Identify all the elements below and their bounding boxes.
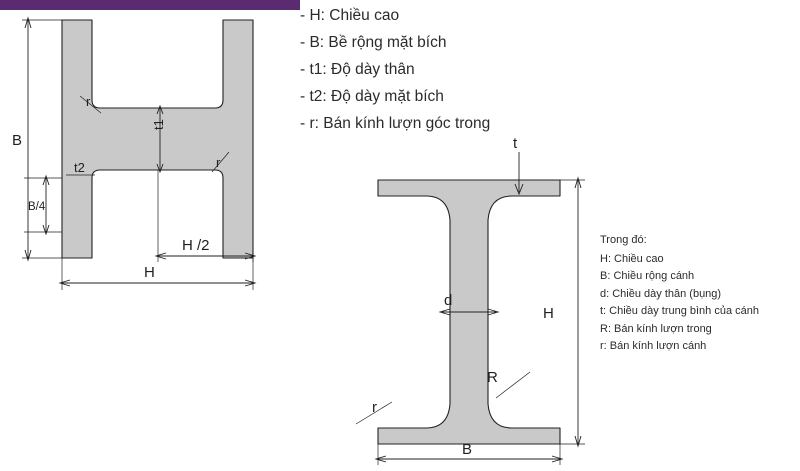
legend-right-item: d: Chiều dày thân (bụng): [600, 287, 722, 300]
i-beam-section: [356, 135, 585, 465]
label-r-i: r: [372, 399, 377, 416]
label-B-right: B: [462, 441, 473, 458]
label-t2: t2: [74, 160, 85, 175]
legend-left-item: - r: Bán kính lượn góc trong: [300, 115, 491, 132]
legend-right-item: R: Bán kính lượn trong: [600, 322, 712, 335]
label-t: t: [513, 135, 518, 152]
label-R-i: R: [487, 369, 498, 386]
label-r-right: r: [216, 155, 221, 170]
label-B-quarter: B/4: [28, 201, 46, 213]
h-beam-outline: [62, 20, 253, 258]
label-H-left: H: [144, 264, 155, 281]
legend-right-item: r: Bán kính lượn cánh: [600, 340, 707, 352]
legend-left-item: - H: Chiều cao: [300, 7, 400, 24]
legend-right-item: B: Chiều rộng cánh: [600, 270, 695, 282]
legend-right-item: t: Chiều dày trung bình của cánh: [600, 305, 759, 317]
legend-left-item: - t1: Độ dày thân: [300, 61, 415, 78]
label-r-top: r: [86, 94, 91, 109]
label-H-half: H /2: [182, 237, 210, 254]
h-beam-section: [12, 18, 255, 290]
R-leader-i: [496, 372, 530, 398]
label-d: d: [444, 292, 453, 309]
legend-left-item: - B: Bề rộng mặt bích: [300, 34, 447, 51]
legend-right-header: Trong đó:: [600, 234, 647, 246]
label-H-right: H: [543, 305, 554, 322]
label-t1: t1: [151, 119, 166, 130]
label-B: B: [12, 132, 23, 149]
legend-right-item: H: Chiều cao: [600, 252, 664, 265]
legend-left-item: - t2: Độ dày mặt bích: [300, 88, 444, 105]
